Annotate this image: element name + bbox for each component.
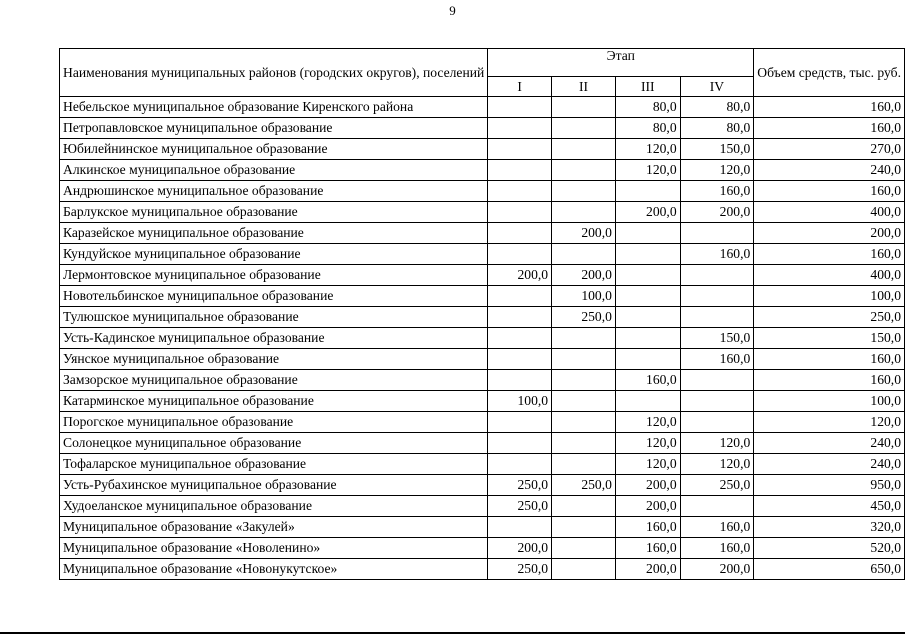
stage-4-header: IV xyxy=(680,77,754,97)
stage-1-value xyxy=(488,307,552,328)
municipality-name: Худоеланское муниципальное образование xyxy=(60,496,488,517)
stage-3-value xyxy=(615,328,680,349)
stage-3-value: 120,0 xyxy=(615,160,680,181)
stage-1-value: 200,0 xyxy=(488,265,552,286)
stage-2-value xyxy=(552,118,616,139)
total-value: 160,0 xyxy=(754,118,905,139)
table-row xyxy=(60,244,905,265)
table-row xyxy=(60,454,905,475)
table-row xyxy=(60,286,905,307)
stage-1-value xyxy=(488,517,552,538)
stage-4-value xyxy=(680,223,754,244)
total-value: 100,0 xyxy=(754,391,905,412)
stage-4-value: 150,0 xyxy=(680,139,754,160)
stage-3-value xyxy=(615,181,680,202)
stage-2-value: 100,0 xyxy=(552,286,616,307)
municipality-name: Каразейское муниципальное образование xyxy=(60,223,488,244)
municipality-name: Андрюшинское муниципальное образование xyxy=(60,181,488,202)
table-row xyxy=(60,349,905,370)
table-row xyxy=(60,391,905,412)
stage-4-value xyxy=(680,265,754,286)
stage-3-value: 120,0 xyxy=(615,412,680,433)
total-value: 520,0 xyxy=(754,538,905,559)
stage-4-value: 120,0 xyxy=(680,433,754,454)
stage-4-value xyxy=(680,391,754,412)
stage-2-value xyxy=(552,328,616,349)
stage-3-value: 160,0 xyxy=(615,538,680,559)
table-row xyxy=(60,160,905,181)
stage-4-value: 200,0 xyxy=(680,202,754,223)
stage-4-value: 160,0 xyxy=(680,181,754,202)
bottom-rule xyxy=(0,632,905,634)
total-value: 400,0 xyxy=(754,202,905,223)
stage-1-value xyxy=(488,370,552,391)
table-row xyxy=(60,202,905,223)
stage-1-value: 250,0 xyxy=(488,475,552,496)
table-row xyxy=(60,412,905,433)
table-row xyxy=(60,223,905,244)
stage-3-value xyxy=(615,223,680,244)
total-value: 160,0 xyxy=(754,97,905,118)
stage-1-header: I xyxy=(488,77,552,97)
stage-3-value: 200,0 xyxy=(615,559,680,580)
table-row xyxy=(60,265,905,286)
stage-4-value xyxy=(680,370,754,391)
stage-4-value: 160,0 xyxy=(680,538,754,559)
stage-2-value xyxy=(552,97,616,118)
table-row xyxy=(60,139,905,160)
municipality-name: Усть-Рубахинское муниципальное образование xyxy=(60,475,488,496)
table-row xyxy=(60,475,905,496)
stage-3-value: 160,0 xyxy=(615,370,680,391)
table-row xyxy=(60,538,905,559)
stage-1-value xyxy=(488,328,552,349)
municipality-name: Алкинское муниципальное образование xyxy=(60,160,488,181)
stage-1-value xyxy=(488,118,552,139)
stage-4-value xyxy=(680,496,754,517)
stage-2-header: II xyxy=(552,77,616,97)
total-value: 240,0 xyxy=(754,454,905,475)
total-column-header: Объем средств, тыс. руб. xyxy=(754,49,905,97)
stage-3-header: III xyxy=(615,77,680,97)
stage-4-value: 120,0 xyxy=(680,160,754,181)
table-row xyxy=(60,181,905,202)
total-value: 650,0 xyxy=(754,559,905,580)
stage-4-value: 150,0 xyxy=(680,328,754,349)
stage-4-value: 80,0 xyxy=(680,118,754,139)
municipality-name: Юбилейнинское муниципальное образование xyxy=(60,139,488,160)
stage-2-value xyxy=(552,349,616,370)
stage-2-value xyxy=(552,244,616,265)
stage-3-value xyxy=(615,307,680,328)
stage-4-value: 160,0 xyxy=(680,517,754,538)
table-row xyxy=(60,118,905,139)
stage-1-value xyxy=(488,202,552,223)
stage-1-value xyxy=(488,349,552,370)
total-value: 160,0 xyxy=(754,244,905,265)
stage-4-value xyxy=(680,286,754,307)
municipality-name: Муниципальное образование «Новоленино» xyxy=(60,538,488,559)
total-value: 160,0 xyxy=(754,181,905,202)
page-number: 9 xyxy=(449,3,456,18)
table-row xyxy=(60,559,905,580)
municipality-name: Муниципальное образование «Закулей» xyxy=(60,517,488,538)
stage-group-header: Этап xyxy=(488,49,754,77)
stage-3-value: 200,0 xyxy=(615,475,680,496)
stage-1-value xyxy=(488,160,552,181)
stage-2-value: 200,0 xyxy=(552,265,616,286)
stage-1-value: 250,0 xyxy=(488,496,552,517)
stage-2-value xyxy=(552,412,616,433)
stage-2-value xyxy=(552,181,616,202)
total-value: 400,0 xyxy=(754,265,905,286)
stage-1-value xyxy=(488,244,552,265)
municipality-name: Петропавловское муниципальное образование xyxy=(60,118,488,139)
stage-3-value xyxy=(615,265,680,286)
stage-3-value: 200,0 xyxy=(615,202,680,223)
stage-3-value: 120,0 xyxy=(615,454,680,475)
stage-2-value xyxy=(552,433,616,454)
stage-2-value xyxy=(552,538,616,559)
municipality-name: Небельское муниципальное образование Киренского района xyxy=(60,97,488,118)
stage-1-value xyxy=(488,454,552,475)
municipality-name: Замзорское муниципальное образование xyxy=(60,370,488,391)
stage-4-value xyxy=(680,412,754,433)
total-value: 240,0 xyxy=(754,160,905,181)
stage-2-value: 250,0 xyxy=(552,475,616,496)
stage-1-value: 100,0 xyxy=(488,391,552,412)
stage-1-value xyxy=(488,412,552,433)
stage-2-value xyxy=(552,559,616,580)
total-value: 160,0 xyxy=(754,349,905,370)
stage-3-value: 200,0 xyxy=(615,496,680,517)
stage-2-value xyxy=(552,160,616,181)
stage-3-value: 120,0 xyxy=(615,433,680,454)
stage-4-value xyxy=(680,307,754,328)
stage-2-value xyxy=(552,139,616,160)
stage-4-value: 250,0 xyxy=(680,475,754,496)
total-value: 120,0 xyxy=(754,412,905,433)
total-value: 160,0 xyxy=(754,370,905,391)
total-value: 950,0 xyxy=(754,475,905,496)
stage-2-value xyxy=(552,517,616,538)
stage-3-value: 120,0 xyxy=(615,139,680,160)
stage-4-value: 160,0 xyxy=(680,349,754,370)
total-value: 150,0 xyxy=(754,328,905,349)
stage-1-value xyxy=(488,139,552,160)
stage-1-value xyxy=(488,97,552,118)
municipality-name: Катарминское муниципальное образование xyxy=(60,391,488,412)
stage-2-value xyxy=(552,496,616,517)
stage-3-value xyxy=(615,244,680,265)
stage-3-value xyxy=(615,349,680,370)
stage-1-value xyxy=(488,286,552,307)
municipality-name: Тулюшское муниципальное образование xyxy=(60,307,488,328)
funding-table xyxy=(59,48,905,580)
municipality-name: Новотельбинское муниципальное образование xyxy=(60,286,488,307)
table-row xyxy=(60,307,905,328)
stage-1-value xyxy=(488,433,552,454)
stage-4-value: 200,0 xyxy=(680,559,754,580)
stage-2-value: 250,0 xyxy=(552,307,616,328)
municipality-name: Тофаларское муниципальное образование xyxy=(60,454,488,475)
stage-1-value: 250,0 xyxy=(488,559,552,580)
municipality-name: Муниципальное образование «Новонукутское» xyxy=(60,559,488,580)
table-body xyxy=(60,97,905,580)
stage-3-value xyxy=(615,391,680,412)
total-value: 270,0 xyxy=(754,139,905,160)
total-value: 250,0 xyxy=(754,307,905,328)
stage-2-value: 200,0 xyxy=(552,223,616,244)
stage-2-value xyxy=(552,202,616,223)
stage-4-value: 160,0 xyxy=(680,244,754,265)
stage-2-value xyxy=(552,391,616,412)
municipality-name: Солонецкое муниципальное образование xyxy=(60,433,488,454)
municipality-name: Барлукское муниципальное образование xyxy=(60,202,488,223)
stage-3-value: 160,0 xyxy=(615,517,680,538)
table-row xyxy=(60,496,905,517)
name-column-header: Наименования муниципальных районов (городских округов), поселений xyxy=(60,49,488,97)
total-value: 200,0 xyxy=(754,223,905,244)
stage-2-value xyxy=(552,454,616,475)
stage-3-value xyxy=(615,286,680,307)
stage-4-value: 120,0 xyxy=(680,454,754,475)
stage-1-value: 200,0 xyxy=(488,538,552,559)
stage-3-value: 80,0 xyxy=(615,118,680,139)
municipality-name: Усть-Кадинское муниципальное образование xyxy=(60,328,488,349)
total-value: 450,0 xyxy=(754,496,905,517)
municipality-name: Порогское муниципальное образование xyxy=(60,412,488,433)
municipality-name: Кундуйское муниципальное образование xyxy=(60,244,488,265)
table-row xyxy=(60,433,905,454)
total-value: 100,0 xyxy=(754,286,905,307)
total-value: 320,0 xyxy=(754,517,905,538)
municipality-name: Лермонтовское муниципальное образование xyxy=(60,265,488,286)
table-row xyxy=(60,328,905,349)
municipality-name: Уянское муниципальное образование xyxy=(60,349,488,370)
stage-4-value: 80,0 xyxy=(680,97,754,118)
stage-1-value xyxy=(488,223,552,244)
stage-2-value xyxy=(552,370,616,391)
total-value: 240,0 xyxy=(754,433,905,454)
stage-3-value: 80,0 xyxy=(615,97,680,118)
table-row xyxy=(60,517,905,538)
stage-1-value xyxy=(488,181,552,202)
table-row xyxy=(60,370,905,391)
table-row xyxy=(60,97,905,118)
